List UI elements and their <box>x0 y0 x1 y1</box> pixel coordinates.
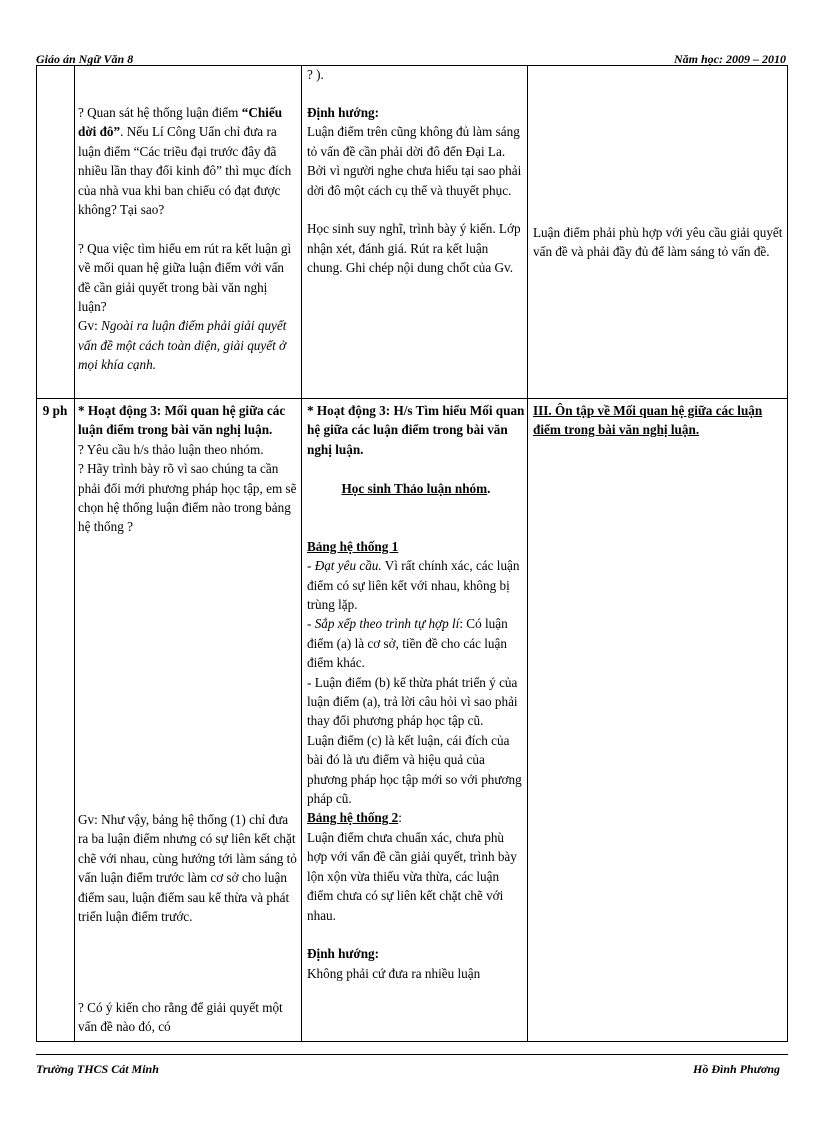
row2-teacher-activity <box>78 401 298 1041</box>
footer-rule <box>36 1054 788 1055</box>
question-conclusion: ? Qua việc tìm hiểu em rút ra kết luận gì về mối quan hệ giữa luận điểm với vấn đề cần giải quyết trong bài văn nghị luận? <box>78 240 292 315</box>
footer-left: Trường THCS Cát Minh <box>36 1062 159 1076</box>
activity3-student-title: * Hoạt động 3: H/s Tìm hiểu Mối quan hệ giữa các luận điểm trong bài văn nghị luận. <box>307 403 525 457</box>
system-1-point-b: - Sắp xếp theo trình tự hợp lí: Có luận điểm (a) là cơ sở, tiền đề cho các luận điểm khác. <box>307 616 508 671</box>
row1-teacher-activity <box>78 103 298 375</box>
teacher-explanation: Gv: Như vậy, bảng hệ thống (1) chỉ đưa ra ba luận điểm nhưng có sự liên kết chặt chẽ với nhau, cùng hướng tới làm sáng tỏ vấn luận điểm trước làm cơ sở cho luận điểm sau, luận điểm sau kế thừa và phát triển luận điểm trước. <box>78 812 297 925</box>
group-discussion-label: Học sinh Thảo luận nhóm. <box>341 480 491 496</box>
table-column-divider <box>74 65 75 1042</box>
question-choose-system: ? Hãy trình bày rõ vì sao chúng ta cần phải đổi mới phương pháp học tập, em sẽ chọn hệ thống luận điểm nào trong bảng hệ thống ? <box>78 461 297 535</box>
system-1-point-a: - Đạt yêu cầu. Vì rất chính xác, các luận điểm có sự liên kết với nhau, không bị trùng lặp. <box>307 558 520 613</box>
header-right: Năm học: 2009 – 2010 <box>674 52 786 66</box>
question-group-discussion: ? Yêu cầu h/s thảo luận theo nhóm. <box>78 441 264 457</box>
table-border-bottom <box>36 1041 788 1042</box>
table-border-right <box>787 65 788 1042</box>
table-column-divider <box>301 65 302 1042</box>
orientation-text: Luận điểm trên cũng không đủ làm sáng tỏ vấn đề cần phải dời đô đến Đại La. Bởi vì người nghe chưa hiểu tại sao phải dời đô một cách cụ thể và thuyết phục. <box>307 124 522 198</box>
orientation-text-2: Không phải cứ đưa ra nhiều luận <box>307 965 481 981</box>
header-left: Giáo án Ngữ Văn 8 <box>36 52 134 66</box>
system-table-1-heading: Bảng hệ thống 1 <box>307 538 399 554</box>
row1-teacher-continued: ? ). <box>307 67 324 82</box>
student-response: Học sinh suy nghĩ, trình bày ý kiến. Lớp nhận xét, đánh giá. Rút ra kết luận chung. Ghi chép nội dung chốt của Gv. <box>307 221 521 276</box>
orientation-heading-2: Định hướng: <box>307 946 380 962</box>
activity3-title: * Hoạt động 3: Mối quan hệ giữa các luận điểm trong bài văn nghị luận. <box>78 403 286 438</box>
section-iii-heading: III. Ôn tập về Mối quan hệ giữa các luận điểm trong bài văn nghị luận. <box>533 403 763 438</box>
row2-student-activity <box>307 401 525 983</box>
table-row-divider <box>36 398 788 399</box>
orientation-heading: Định hướng: <box>307 105 380 120</box>
system-1-point-c: - Luận điểm (b) kế thừa phát triển ý của luận điểm (a), trả lời câu hỏi vì sao phải thay đổi phương pháp học tập cũ. <box>307 674 518 729</box>
question-opinion: ? Có ý kiến cho rằng để giải quyết một vấn đề nào đó, có <box>78 1000 283 1035</box>
system-2-text: Luận điểm chưa chuẩn xác, chưa phù hợp với vấn đề cần giải quyết, trình bày lộn xộn vừa thiếu vừa thừa, các luận điểm chưa có sự liên kết chặt chẽ với nhau. <box>307 829 517 923</box>
table-column-divider <box>527 65 528 1042</box>
footer-right: Hồ Đình Phương <box>693 1062 780 1076</box>
lesson-table <box>36 65 788 1042</box>
table-border-left <box>36 65 37 1042</box>
question-chieu-doi-do: ? Quan sát hệ thống luận điểm “Chiếu dời đô”. Nếu Lí Công Uẩn chỉ đưa ra luận điểm “Các triều đại trước đây đã nhiều lần thay đổi kinh đô” thì mục đích của nhà vua khi ban chiếu có đạt được không? Tại sao? <box>78 105 292 218</box>
row1-student-activity <box>307 103 525 278</box>
row2-content <box>533 401 783 440</box>
system-1-point-d: Luận điểm (c) là kết luận, cái đích của bài đó là ưu điểm và hiệu quả của phương pháp học tập mới so với phương pháp cũ. <box>307 732 522 807</box>
row1-content <box>533 223 783 262</box>
system-table-2-heading: Bảng hệ thống 2: <box>307 810 402 826</box>
row2-time: 9 ph <box>42 403 68 418</box>
content-summary: Luận điểm phải phù hợp với yêu cầu giải quyết vấn đề và phải đầy đủ để làm sáng tỏ vấn đề. <box>533 225 783 260</box>
teacher-note: Gv: Ngoài ra luận điểm phải giải quyết vấn đề một cách toàn diện, giải quyết ở mọi khía cạnh. <box>78 318 287 373</box>
